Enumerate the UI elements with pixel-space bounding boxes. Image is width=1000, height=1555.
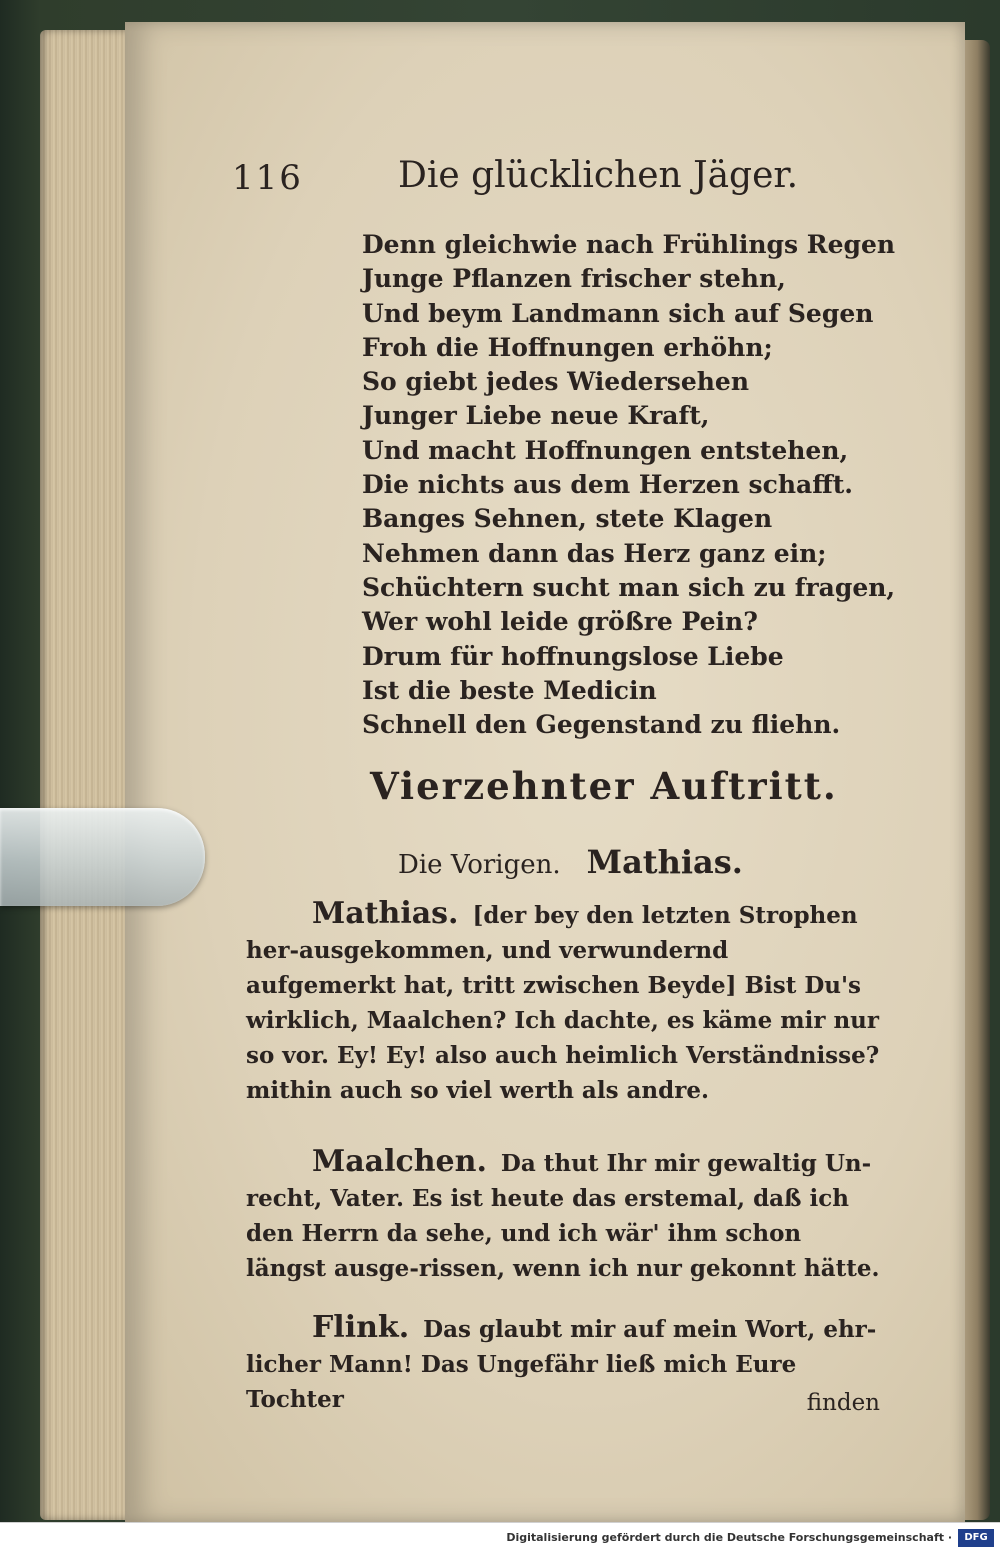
dialogue-text: [der bey den letzten Strophen her-ausgekommen, und verwundernd aufgemerkt hat, tritt zwischen Beyde] Bist Du's wirklich, Maalchen? Ich dachte, es käme mir nur so vor. Ey! Ey! also auch heimlich Verständnisse? mithin auch so viel werth als andre. — [246, 902, 880, 1104]
verse-line: Drum für hoffnungslose Liebe — [362, 641, 784, 671]
cast-prefix: Die Vorigen. — [398, 850, 561, 880]
verse-block — [362, 228, 895, 742]
footer-bar — [0, 1522, 1000, 1555]
verse-line: Nehmen dann das Herz ganz ein; — [362, 538, 827, 568]
verse-line: Froh die Hoffnungen erhöhn; — [362, 332, 773, 362]
funding-credit: Digitalisierung gefördert durch die Deutsche Forschungsgemeinschaft · — [506, 1531, 952, 1544]
speaker-name: Flink. — [312, 1310, 410, 1345]
cast-list — [398, 843, 743, 881]
cast-name: Mathias. — [586, 843, 743, 881]
verse-line: Und beym Landmann sich auf Segen — [362, 298, 874, 328]
verse-line: Und macht Hoffnungen entstehen, — [362, 435, 849, 465]
verse-line: Ist die beste Medicin — [362, 675, 657, 705]
dialogue-block — [246, 896, 882, 1108]
verse-line: Junger Liebe neue Kraft, — [362, 401, 710, 431]
speaker-name: Maalchen. — [312, 1144, 487, 1179]
scene-heading: Vierzehnter Auftritt. — [370, 764, 838, 808]
verse-line: Schüchtern sucht man sich zu fragen, — [362, 572, 896, 602]
running-title: Die glücklichen Jäger. — [398, 155, 799, 196]
page-holder-clip — [0, 808, 205, 906]
dialogue-text: Da thut Ihr mir gewaltig Un-recht, Vater. Es ist heute das erstemal, daß ich den Herrn da sehe, und ich wär' ihm schon längst ausge-rissen, wenn ich nur gekonnt hätte. — [246, 1150, 880, 1282]
verse-line: Schnell den Gegenstand zu fliehn. — [362, 710, 841, 740]
speaker-name: Mathias. — [312, 896, 459, 931]
verse-line: Denn gleichwie nach Frühlings Regen — [362, 230, 896, 259]
page-number: 116 — [232, 158, 303, 198]
dialogue-block — [246, 1310, 882, 1417]
verse-line: Die nichts aus dem Herzen schafft. — [362, 470, 854, 500]
dfg-logo: DFG — [958, 1529, 994, 1547]
verse-line: Banges Sehnen, stete Klagen — [362, 504, 773, 534]
dialogue-block — [246, 1144, 882, 1286]
catchword: finden — [806, 1390, 880, 1416]
verse-line: So giebt jedes Wiedersehen — [362, 367, 749, 397]
verse-line: Wer wohl leide größre Pein? — [362, 607, 758, 637]
dialogue-text: Das glaubt mir auf mein Wort, ehr-licher Mann! Das Ungefähr ließ mich Eure Tochter — [246, 1316, 877, 1413]
verse-line: Junge Pflanzen frischer stehn, — [362, 264, 786, 294]
book-page-edges — [40, 30, 135, 1520]
